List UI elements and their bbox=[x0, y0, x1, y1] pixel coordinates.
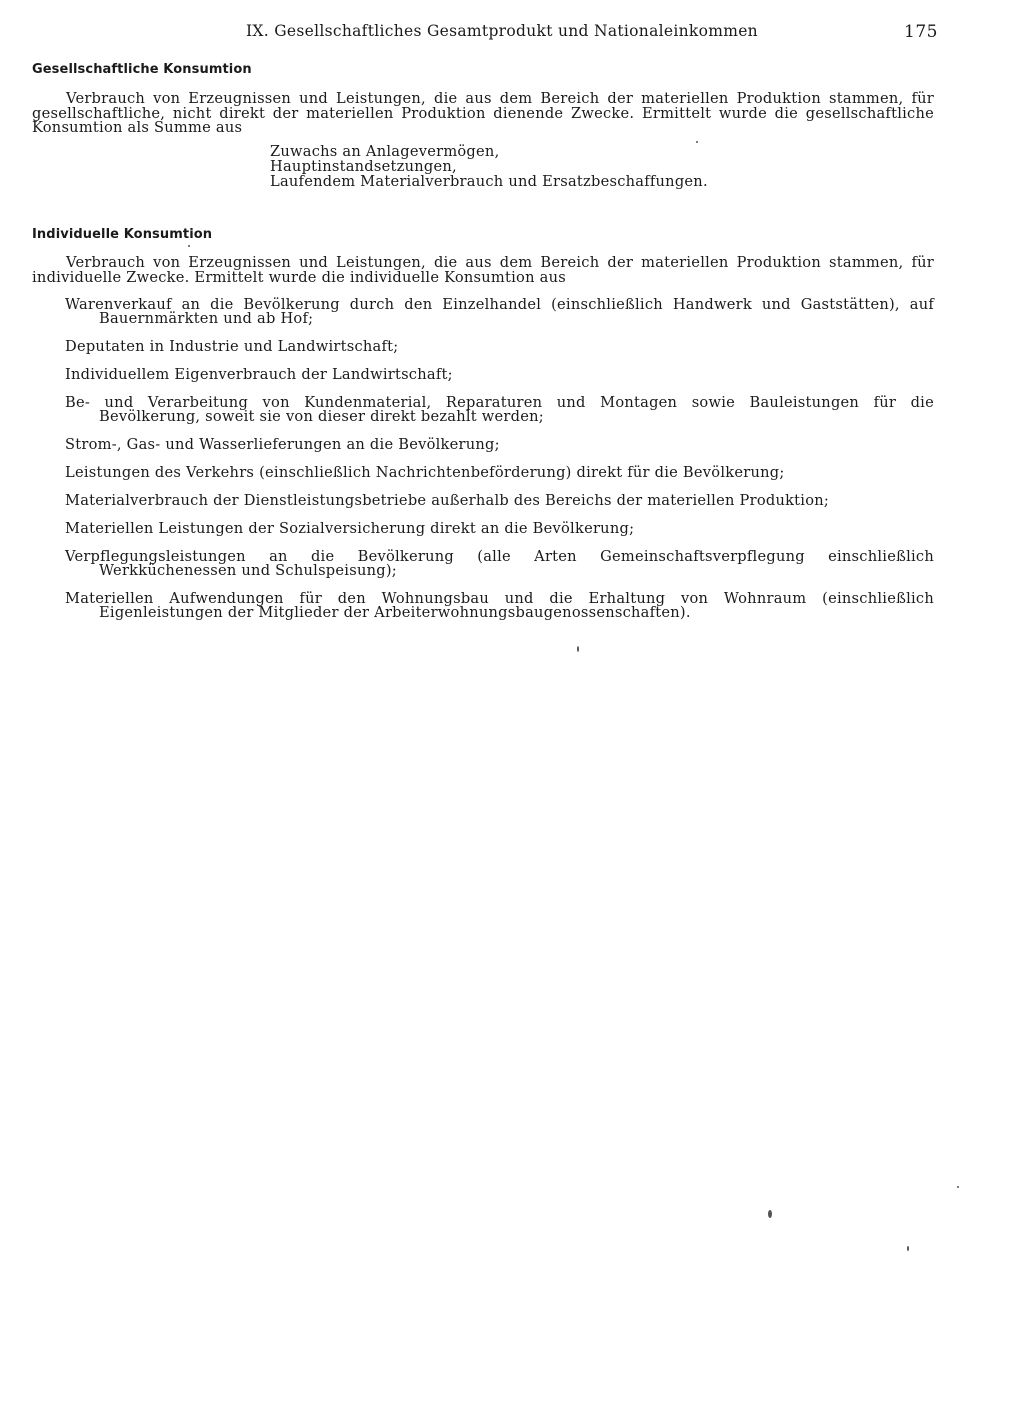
scan-speck bbox=[957, 1186, 959, 1188]
list-item: Materiellen Leistungen der Sozialversicherung direkt an die Bevölkerung; bbox=[65, 520, 635, 537]
page-number: 175 bbox=[904, 22, 938, 42]
list-item: Laufendem Materialverbrauch und Ersatzbeschaffungen. bbox=[270, 173, 708, 190]
list-item: Warenverkauf an die Bevölkerung durch den Einzelhandel (einschließlich Handwerk und Gaststätten), auf Bauernmärkten und ab Hof; bbox=[65, 296, 934, 327]
list-item: Hauptinstandsetzungen, bbox=[270, 158, 457, 175]
scan-speck bbox=[696, 141, 698, 143]
social-components-list bbox=[270, 144, 708, 189]
paragraph-social: Verbrauch von Erzeugnissen und Leistungen, die aus dem Bereich der materiellen Produktion stammen, für gesellschaftliche, nicht direkt der materiellen Produktion dienende Zwecke. Ermittelt wurde die gesellschaftliche Konsumtion als Summe aus bbox=[32, 90, 934, 136]
list-item: Verpflegungsleistungen an die Bevölkerung (alle Arten Gemeinschaftsverpflegung einschließlich Werkküchenessen und Schulspeisung); bbox=[65, 548, 934, 579]
list-item: Strom-, Gas- und Wasserlieferungen an die Bevölkerung; bbox=[65, 436, 500, 453]
list-item: Be- und Verarbeitung von Kundenmaterial, Reparaturen und Montagen sowie Bauleistungen für die Bevölkerung, soweit sie von dieser direkt bezahlt werden; bbox=[65, 394, 934, 425]
scan-speck bbox=[577, 646, 579, 652]
paragraph-individual: Verbrauch von Erzeugnissen und Leistungen, die aus dem Bereich der materiellen Produktion stammen, für individuelle Zwecke. Ermittelt wurde die individuelle Konsumtion aus bbox=[32, 254, 934, 286]
list-item: Individuellem Eigenverbrauch der Landwirtschaft; bbox=[65, 366, 453, 383]
list-item: Leistungen des Verkehrs (einschließlich Nachrichtenbeförderung) direkt für die Bevölkerung; bbox=[65, 464, 785, 481]
list-item: Materiellen Aufwendungen für den Wohnungsbau und die Erhaltung von Wohnraum (einschließlich Eigenleistungen der Mitglieder der Arbeiterwohnungsbaugenossenschaften). bbox=[65, 590, 934, 621]
scan-speck bbox=[188, 245, 190, 247]
list-item: Materialverbrauch der Dienstleistungsbetriebe außerhalb des Bereichs der materiellen Produktion; bbox=[65, 492, 830, 509]
list-item: Deputaten in Industrie und Landwirtschaft; bbox=[65, 338, 399, 355]
running-header: IX. Gesellschaftliches Gesamtprodukt und Nationaleinkommen bbox=[246, 22, 758, 40]
section-heading-individual: Individuelle Konsumtion bbox=[32, 227, 213, 242]
scan-speck bbox=[768, 1210, 772, 1218]
scan-speck bbox=[907, 1246, 909, 1251]
individual-items-list bbox=[65, 298, 934, 634]
list-item: Zuwachs an Anlagevermögen, bbox=[270, 143, 500, 160]
section-heading-social: Gesellschaftliche Konsumtion bbox=[32, 62, 252, 77]
